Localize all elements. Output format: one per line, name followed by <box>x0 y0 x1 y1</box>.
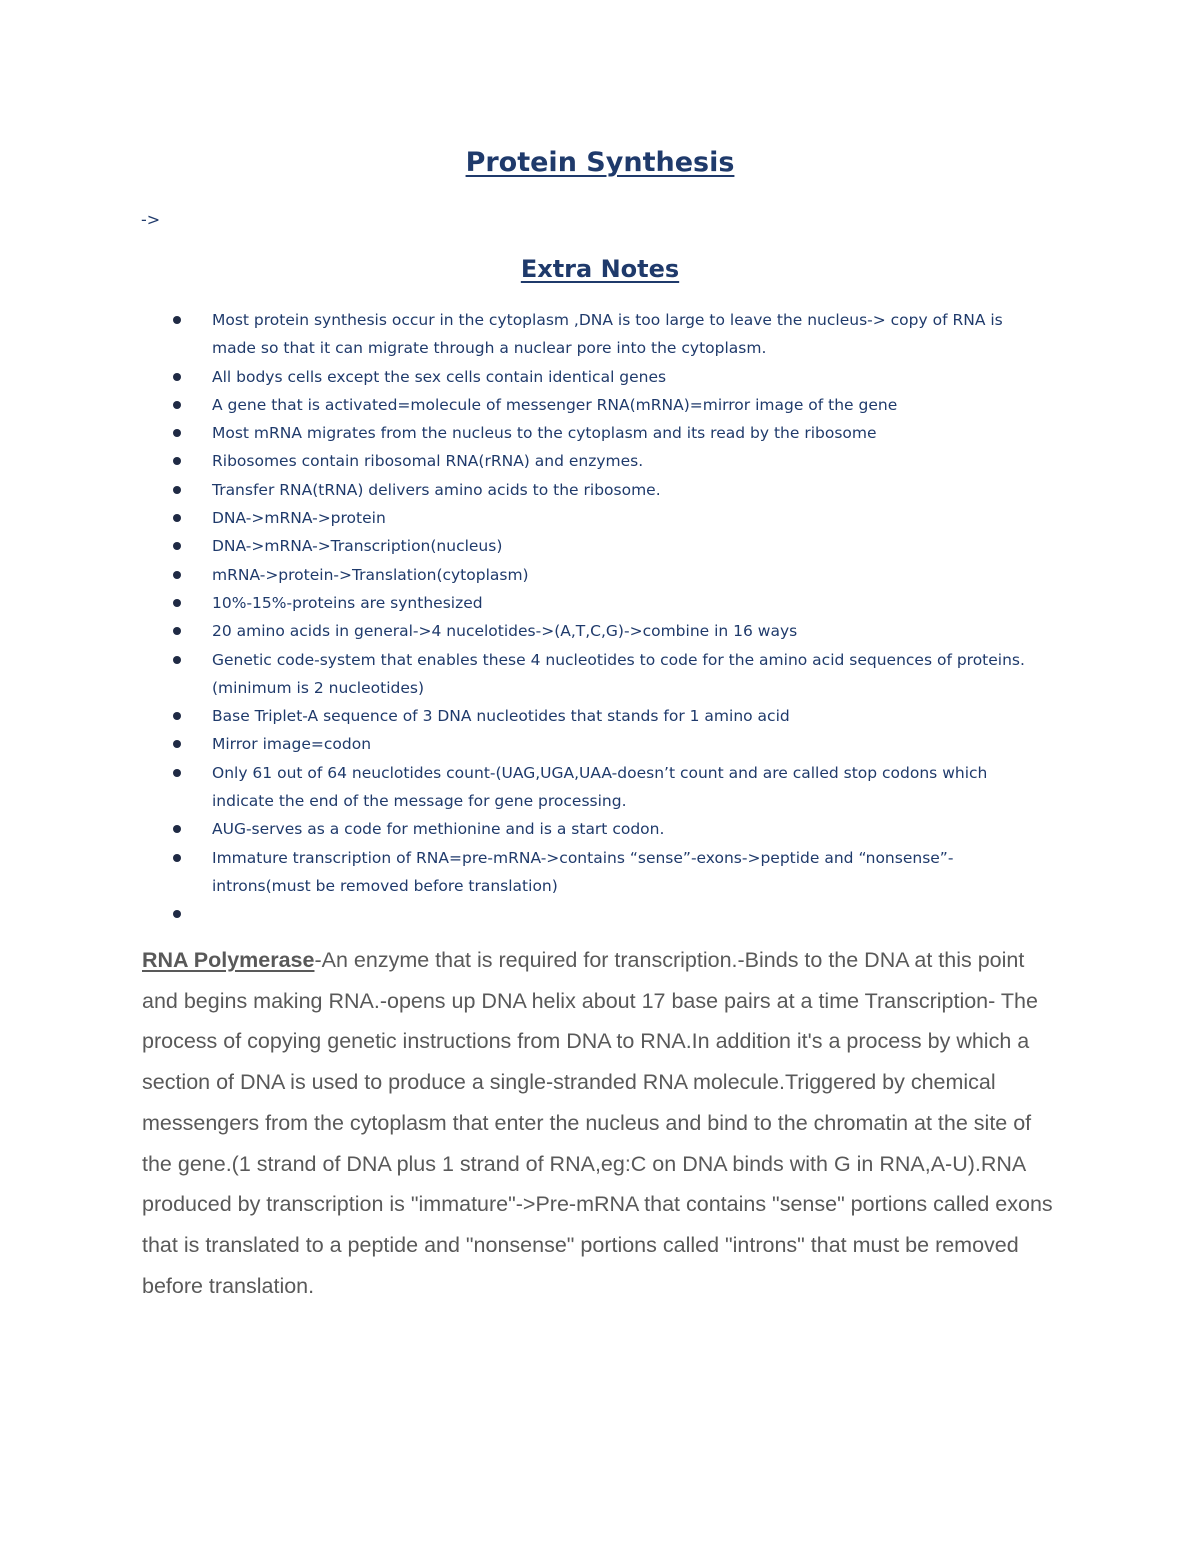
list-item <box>165 476 1045 504</box>
bullet-icon <box>173 457 181 465</box>
list-item-text: Immature transcription of RNA=pre-mRNA->contains “sense”-exons->peptide and “nonsense”-introns(must be removed before translation) <box>212 848 954 895</box>
list-item <box>165 646 1045 703</box>
list-item-text: A gene that is activated=molecule of messenger RNA(mRNA)=mirror image of the gene <box>212 395 898 414</box>
bullet-icon <box>173 514 181 522</box>
bullet-icon <box>173 373 181 381</box>
list-item <box>165 844 1045 901</box>
list-item <box>165 759 1045 816</box>
bullet-icon <box>173 825 181 833</box>
list-item-text: Transfer RNA(tRNA) delivers amino acids to the ribosome. <box>212 480 661 499</box>
list-item-text: mRNA->protein->Translation(cytoplasm) <box>212 565 529 584</box>
list-item <box>165 306 1045 363</box>
bullet-icon <box>173 571 181 579</box>
bullet-icon <box>173 542 181 550</box>
list-item <box>165 617 1045 645</box>
notes-list <box>165 306 1045 929</box>
bullet-icon <box>173 712 181 720</box>
list-item-text: All bodys cells except the sex cells contain identical genes <box>212 367 667 386</box>
bullet-icon <box>173 740 181 748</box>
list-item <box>165 815 1045 843</box>
list-item-text: Only 61 out of 64 neuclotides count-(UAG,UGA,UAA-doesn’t count and are called stop codons which indicate the end of the message for gene processing. <box>212 763 988 811</box>
bullet-icon <box>173 656 181 664</box>
list-item <box>165 589 1045 617</box>
list-item-text: Genetic code-system that enables these 4 nucleotides to code for the amino acid sequences of proteins.(minimum is 2 nucleotides) <box>212 650 1025 697</box>
list-item-text: 20 amino acids in general->4 nucelotides->(A,T,C,G)->combine in 16 ways <box>212 622 798 641</box>
list-item-text: 10%-15%-proteins are synthesized <box>212 593 483 612</box>
list-item <box>165 532 1045 560</box>
list-item <box>165 561 1045 589</box>
rna-polymerase-paragraph <box>142 940 1062 1306</box>
list-item-text: DNA->mRNA->Transcription(nucleus) <box>212 537 503 556</box>
bullet-icon <box>173 486 181 494</box>
list-item <box>165 363 1045 391</box>
list-item-text: Base Triplet-A sequence of 3 DNA nucleotides that stands for 1 amino acid <box>212 707 790 726</box>
bullet-icon <box>173 627 181 635</box>
list-item-text: Most protein synthesis occur in the cytoplasm ,DNA is too large to leave the nucleus-> copy of RNA is made so that it can migrate through a nuclear pore into the cytoplasm. <box>212 311 1003 358</box>
bullet-icon <box>173 910 181 918</box>
bullet-icon <box>173 769 181 777</box>
list-item <box>165 702 1045 730</box>
list-item-text: AUG-serves as a code for methionine and is a start codon. <box>212 820 665 839</box>
rna-polymerase-term: RNA Polymerase <box>142 948 315 972</box>
list-item <box>165 730 1045 758</box>
list-item-text: Most mRNA migrates from the nucleus to the cytoplasm and its read by the ribosome <box>212 424 877 443</box>
list-item-text: Mirror image=codon <box>212 735 372 754</box>
bullet-icon <box>173 854 181 862</box>
list-item-text: Ribosomes contain ribosomal RNA(rRNA) and enzymes. <box>212 452 644 471</box>
rna-polymerase-text: -An enzyme that is required for transcription.-Binds to the DNA at this point and begins making RNA.-opens up DNA helix about 17 base pairs at a time Transcription- The process of copying genetic instructions from DNA to RNA.In addition it's a process by which a section of DNA is used to produce a single-stranded RNA molecule.Triggered by chemical messengers from the cytoplasm that enter the nucleus and bind to the chromatin at the site of the gene.(1 strand of DNA plus 1 strand of RNA,eg:C on DNA binds with G in RNA,A-U).RNA produced by transcription is "immature"->Pre-mRNA that contains "sense" portions called exons that is translated to a peptide and "nonsense" portions called "introns" that must be removed before translation. <box>142 948 1053 1298</box>
section-heading-extra-notes: Extra Notes <box>520 255 680 283</box>
list-item <box>165 900 1045 928</box>
bullet-icon <box>173 401 181 409</box>
list-item <box>165 419 1045 447</box>
arrow-text: -> <box>141 210 161 229</box>
list-item <box>165 504 1045 532</box>
list-item <box>165 447 1045 475</box>
list-item <box>165 391 1045 419</box>
bullet-icon <box>173 316 181 324</box>
list-item-text: DNA->mRNA->protein <box>212 509 386 528</box>
page-title: Protein Synthesis <box>465 147 735 178</box>
list-item-text <box>212 905 217 923</box>
bullet-icon <box>173 599 181 607</box>
bullet-icon <box>173 429 181 437</box>
